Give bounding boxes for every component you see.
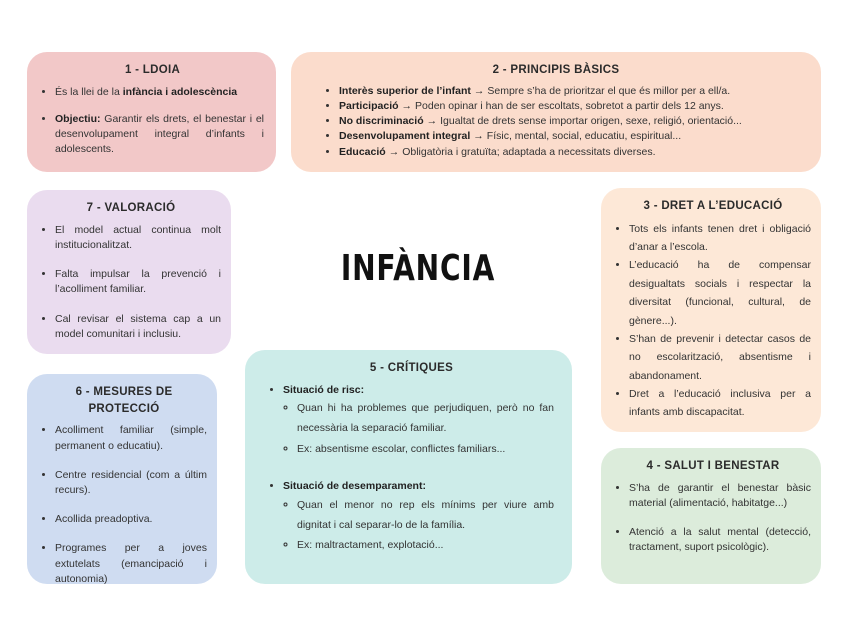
list-item: • Programes per a joves extutelats (emancipació i autonomia) [55, 541, 207, 587]
list-item: • Participació → Poden opinar i han de ser escoltats, sobretot a partir dels 12 anys. [339, 99, 807, 114]
list-item: • Objectiu: Garantir els drets, el benestar i el desenvolupament integral d’infants i adolescents. [55, 112, 264, 158]
list-item: • S’ha de garantir el benestar bàsic material (alimentació, habitatge...) [629, 481, 811, 511]
card-principis-basics [291, 52, 821, 172]
arrow-icon: → [388, 145, 400, 158]
list-item: • Tots els infants tenen dret i obligació d’anar a l’escola. [629, 220, 811, 257]
list-item: • Interès superior de l’infant → Sempre s’ha de prioritzar el que és millor per a ell/a. [339, 84, 807, 99]
sub-list-item: ◦ Ex: maltractament, explotació... [297, 535, 554, 555]
sub-list-item: ◦ Ex: absentisme escolar, conflictes familiars... [297, 439, 554, 459]
arrow-icon: → [473, 84, 485, 97]
card-critiques [245, 350, 572, 584]
list-item: • Falta impulsar la prevenció i l’acolliment familiar. [55, 267, 221, 297]
card-salut-benestar [601, 448, 821, 584]
list-item: • Dret a l’educació inclusiva per a infants amb discapacitat. [629, 385, 811, 422]
card-valoracio [27, 190, 231, 354]
list-item: • Desenvolupament integral → Físic, mental, social, educatiu, espiritual... [339, 129, 807, 144]
arrow-icon: → [401, 99, 413, 112]
list-item: • Cal revisar el sistema cap a un model comunitari i inclusiu. [55, 312, 221, 342]
list-item: • És la llei de la infància i adolescència [55, 85, 264, 100]
list-item: • Acolliment familiar (simple, permanent o educatiu). [55, 423, 207, 453]
card-heading: 3 - DRET A L’EDUCACIÓ [643, 200, 783, 212]
arrow-icon: → [473, 130, 484, 143]
card-heading: 7 - VALORACIÓ [86, 202, 176, 214]
list-item: • Situació de desemparament: ◦ Quan el menor no rep els mínims per viure amb dignitat i cal separar-lo de la família. ◦ Ex: maltractament, explotació... [283, 479, 554, 556]
card-heading: 2 - PRINCIPIS BÀSICS [492, 64, 620, 76]
card-heading: 6 - MESURES DE PROTECCIÓ [75, 386, 173, 415]
card-dret-educacio [601, 188, 821, 432]
list-item: • Acollida preadoptiva. [55, 512, 207, 527]
sub-list-item: ◦ Quan el menor no rep els mínims per viure amb dignitat i cal separar-lo de la família. [297, 495, 554, 536]
card-mesures-proteccio [27, 374, 217, 584]
list-item: • No discriminació → Igualtat de drets sense importar origen, sexe, religió, orientació... [339, 114, 807, 129]
card-heading: 4 - SALUT I BENESTAR [646, 460, 780, 472]
list-item: • Situació de risc: ◦ Quan hi ha problemes que perjudiquen, però no fan necessària la separació familiar. ◦ Ex: absentisme escolar, conflictes familiars... [283, 383, 554, 460]
card-ldoia [27, 52, 276, 172]
sub-list-item: ◦ Quan hi ha problemes que perjudiquen, però no fan necessària la separació familiar. [297, 398, 554, 439]
list-item: • Centre residencial (com a últim recurs). [55, 468, 207, 498]
list-item: • L’educació ha de compensar desigualtats socials i respectar la diversitat (funcional, cultural, de gènere...). [629, 256, 811, 330]
arrow-icon: → [426, 115, 438, 128]
list-item: • El model actual continua molt institucionalitzat. [55, 223, 221, 253]
card-heading: 1 - LDOIA [124, 64, 181, 76]
list-item: • S’han de prevenir i detectar casos de no escolarització, absentisme i abandonament. [629, 330, 811, 385]
list-item: • Educació → Obligatòria i gratuïta; adaptada a necessitats diverses. [339, 145, 807, 160]
card-heading: 5 - CRÍTIQUES [369, 362, 454, 374]
list-item: • Atenció a la salut mental (detecció, tractament, suport psicològic). [629, 525, 811, 555]
page-title: INFÀNCIA [340, 248, 496, 289]
